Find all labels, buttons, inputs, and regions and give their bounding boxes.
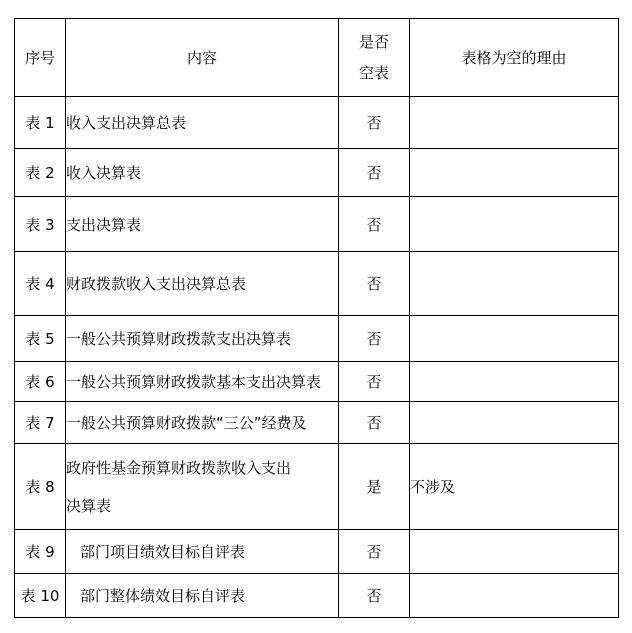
row-no: 表 5 <box>15 316 66 362</box>
row-empty: 否 <box>339 362 410 402</box>
row-empty: 否 <box>339 197 410 252</box>
row-reason <box>410 252 619 316</box>
table-row <box>15 574 619 618</box>
table-row <box>15 252 619 316</box>
row-content: 一般公共预算财政拨款基本支出决算表 <box>66 362 339 402</box>
row-no: 表 9 <box>15 530 66 574</box>
table-row <box>15 316 619 362</box>
row-content <box>66 574 339 618</box>
row-reason <box>410 149 619 197</box>
table-row <box>15 530 619 574</box>
row-content: 一般公共预算财政拨款支出决算表 <box>66 316 339 362</box>
row-no: 表 2 <box>15 149 66 197</box>
row-reason <box>410 197 619 252</box>
row-content-line1: 政府性基金预算财政拨款收入支出 <box>66 458 292 477</box>
header-content: 内容 <box>66 19 339 97</box>
row-empty: 是 <box>339 444 410 530</box>
row-content: 收入决算表 <box>66 149 339 197</box>
table-row <box>15 402 619 444</box>
row-reason <box>410 530 619 574</box>
row-no: 表 8 <box>15 444 66 530</box>
header-empty-line2: 空表 <box>358 63 389 82</box>
table-row <box>15 444 619 530</box>
header-no: 序号 <box>15 19 66 97</box>
row-no: 表 10 <box>15 574 66 618</box>
row-content-text: 部门整体绩效目标自评表 <box>80 587 246 605</box>
row-no: 表 7 <box>15 402 66 444</box>
row-reason <box>410 574 619 618</box>
header-empty <box>339 19 410 97</box>
report-table <box>14 18 619 618</box>
row-content: 收入支出决算总表 <box>66 97 339 149</box>
row-content-text: 部门项目绩效目标自评表 <box>80 543 246 561</box>
row-content <box>66 530 339 574</box>
row-no: 表 6 <box>15 362 66 402</box>
row-empty: 否 <box>339 402 410 444</box>
row-no: 表 3 <box>15 197 66 252</box>
row-reason <box>410 316 619 362</box>
row-content: 一般公共预算财政拨款“三公”经费及 <box>66 402 339 444</box>
table-row <box>15 149 619 197</box>
row-empty: 否 <box>339 574 410 618</box>
table-row <box>15 197 619 252</box>
row-content: 财政拨款收入支出决算总表 <box>66 252 339 316</box>
row-no: 表 1 <box>15 97 66 149</box>
row-content: 支出决算表 <box>66 197 339 252</box>
table-row <box>15 97 619 149</box>
row-content-line2: 决算表 <box>66 496 112 515</box>
row-empty: 否 <box>339 530 410 574</box>
header-empty-line1: 是否 <box>358 32 389 51</box>
table-header-row <box>15 19 619 97</box>
row-reason <box>410 362 619 402</box>
row-empty: 否 <box>339 97 410 149</box>
row-empty: 否 <box>339 149 410 197</box>
row-reason: 不涉及 <box>410 444 619 530</box>
row-empty: 否 <box>339 316 410 362</box>
row-empty: 否 <box>339 252 410 316</box>
row-no: 表 4 <box>15 252 66 316</box>
row-reason <box>410 402 619 444</box>
row-reason <box>410 97 619 149</box>
row-content <box>66 444 339 530</box>
table-row <box>15 362 619 402</box>
header-reason: 表格为空的理由 <box>410 19 619 97</box>
